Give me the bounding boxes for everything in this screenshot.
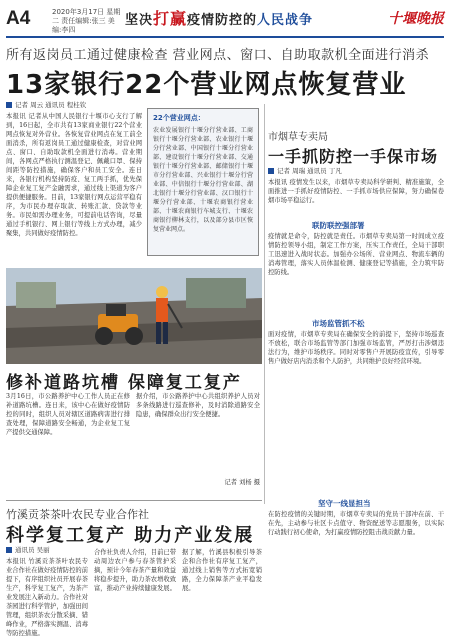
tobacco-subhead-2: 市场监管抓不松 xyxy=(312,319,365,328)
tobacco-subhead-1: 联防联控强部署 xyxy=(312,221,365,230)
byline-tag-icon xyxy=(6,102,12,108)
tea-body-right: 据了解，竹溪县积极引导茶企和合作社有序复工复产，通过线上销售等方式拓宽销路，全力保障茶产业平稳发展。 xyxy=(182,549,262,592)
slogan-a: 坚决 xyxy=(125,13,154,28)
branch-list-title: 22个营业网点： xyxy=(153,114,205,122)
tobacco-byline: 记者 周瑞 通讯员 丁凡 xyxy=(268,166,444,176)
tea-byline: 通讯员 吴丽 xyxy=(6,545,92,555)
slogan-blue: 人民战争 xyxy=(257,13,314,28)
tea-headline: 科学复工复产 助力产业发展 xyxy=(6,525,255,546)
tobacco-headline: 一手抓防控一手保市场 xyxy=(268,147,439,166)
road-repair-body-left: 3月16日，市公路养护中心工作人员正在修补道路坑槽。连日来，该中心在做好疫情防控的同时，组织人员对辖区道路病害进行排查处理，保障道路安全畅通，为企业复工复产提供交通保障。 xyxy=(6,393,130,436)
lead-headline: 13家银行22个营业网点恢复营业 xyxy=(6,70,407,100)
tea-kicker: 竹溪贡茶茶叶农民专业合作社 xyxy=(6,508,149,521)
photo-credit: 记者 刘杨 摄 xyxy=(224,479,260,486)
tobacco-para-1: 疫情就是命令，防控就是责任。市烟草专卖局第一时间成立疫情防控领导小组，制定工作方案，压实工作责任，全局干部职工迅速进入战时状态。加强办公场所、营业网点、物流车辆的消毒管理，落实人员体温检测、健康登记等措施，全力筑牢防控防线。 xyxy=(268,233,444,276)
tea-body-mid: 合作社负责人介绍，目前已带动周边农户参与春茶管护采摘，预计今年春茶产量和效益将稳步提升，助力茶农增收致富，推动产业持续健康发展。 xyxy=(94,549,176,592)
lead-body: 本报讯 记者从中国人民银行十堰市心支行了解到，16日起，全市共有13家商业银行22个营业网点恢复对外营业。各恢复营业网点在复工前全面消杀，所有返岗员工通过健康检查，对营业网点、窗口、自助取款机全面进行消毒。营业期间，各网点严格执行测温登记、佩戴口罩、保持间距等防控措施，确保客户和员工安全。连日来，各银行机构坚持防疫、复工两手抓，优先保障企业复工复产金融需求，通过线上渠道为客户提供便捷服务。目前，13家银行网点运营平稳有序，为市民办理存取款、转账汇款、贷款等业务。市民如需办理业务，可提前电话咨询，尽量通过手机银行、网上银行等线上方式办理，减少聚集，共同做好疫情防控。 xyxy=(6,113,142,237)
masthead xyxy=(0,0,450,46)
road-repair-body-right: 据介绍，市公路养护中心共组织养护人员对多条线路进行巡查修补，及时消除道路安全隐患，确保群众出行安全便捷。 xyxy=(136,393,260,418)
branch-list-box xyxy=(147,108,259,256)
slogan-banner xyxy=(125,6,353,30)
slogan-b: 疫情防控的 xyxy=(187,13,258,28)
lead-kicker: 所有返岗员工通过健康检查 营业网点、窗口、自助取款机全面进行消杀 xyxy=(6,48,430,63)
date-line: 2020年3月17日 星期二 责任编辑:张三 美编:李四 xyxy=(52,8,121,34)
slogan-red: 打赢 xyxy=(153,9,188,28)
tea-body-left: 本报讯 竹溪贡茶茶叶农民专业合作社在做好疫情防控的前提下，有序组织社员开展春茶生产，科学复工复产，为茶产业发展注入新动力。合作社对茶园进行科学管护，加强田间管理，组织茶农分散采摘、错峰作业，严格落实测温、消毒等防控措施。 xyxy=(6,558,88,637)
masthead-rule xyxy=(6,36,444,38)
road-repair-photo xyxy=(6,268,262,364)
byline-tag-icon xyxy=(6,547,12,553)
lead-byline: 记者 周云 通讯员 程桂钦 xyxy=(6,100,142,110)
byline-tag-icon xyxy=(268,168,274,174)
tobacco-para-2: 面对疫情，市烟草专卖局在确保安全的前提下，坚持市场巡查不放松，联合市场监管等部门加强市场监管，严厉打击涉烟违法行为，维护市场秩序。同时对零售户开展防疫宣传，引导零售户做好店内消杀和个人防护，共同维护良好经营环境。 xyxy=(268,331,444,365)
branch-list-body: 农业发展银行十堰分行营业部、工商银行十堰分行营业部、农业银行十堰分行营业部、中国银行十堰分行营业部、建设银行十堰分行营业部、交通银行十堰分行营业部、邮储银行十堰市分行营业部、兴业银行十堰分行营业部、中信银行十堰分行营业部、湖北银行十堰分行营业部、汉口银行十堰分行营业部、十堰农商银行营业部、十堰农商银行车城支行、十堰农商银行柳林支行，以及部分县市区恢复营业网点。 xyxy=(153,127,253,233)
page-number: A4 xyxy=(6,8,31,29)
column-divider xyxy=(264,104,265,504)
section-rule xyxy=(6,500,262,501)
tobacco-subhead-3: 坚守一线显担当 xyxy=(318,499,371,508)
road-repair-headline: 修补道路坑槽 保障复工复产 xyxy=(6,373,242,393)
tobacco-intro: 本报讯 疫情发生以来，市烟草专卖局科学研判、精准施策，全面推进一手抓好疫情防控、一手抓市场供应保障，努力确保卷烟市场平稳运行。 xyxy=(268,179,444,204)
section-name: 十堰晚报 xyxy=(388,11,444,27)
tobacco-para-3: 在防控疫情的关键时期，市烟草专卖局的党员干部冲在前、干在先，主动参与社区卡点值守、物资配送等志愿服务，以实际行动践行初心使命，为打赢疫情防控阻击战贡献力量。 xyxy=(268,511,444,536)
tobacco-kicker: 市烟草专卖局 xyxy=(268,132,328,143)
